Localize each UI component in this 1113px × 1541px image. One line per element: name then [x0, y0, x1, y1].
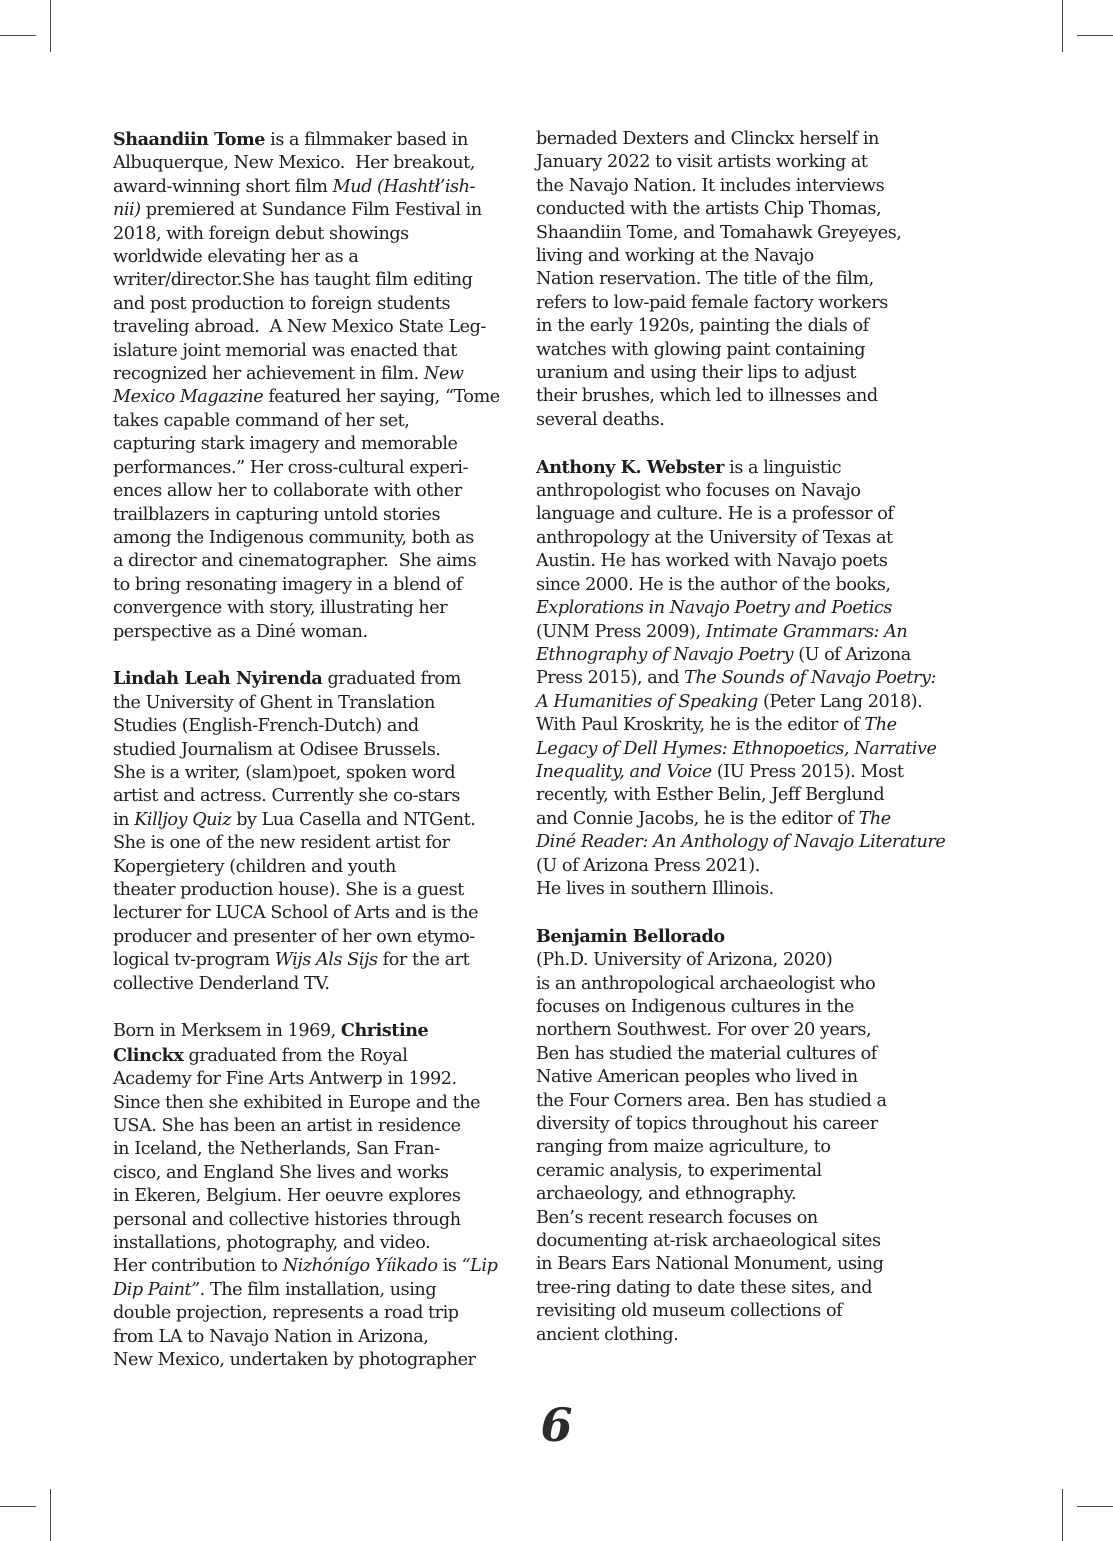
text-segment: and post production to foreign students [113, 293, 451, 314]
text-line [536, 855, 928, 878]
text-segment: With Paul Kroskrity, he is the editor of [536, 715, 865, 736]
text-line [113, 949, 505, 972]
text-line [113, 1326, 505, 1349]
text-segment: the Navajo Nation. It includes interviews [536, 175, 885, 196]
text-line [113, 1185, 505, 1208]
text-segment: lecturer for LUCA School of Arts and is the [113, 903, 479, 924]
text-segment: their brushes, which led to illnesses and [536, 386, 878, 407]
text-segment: He lives in southern Illinois. [536, 878, 774, 899]
text-line [113, 1349, 505, 1372]
text-line [113, 762, 505, 785]
text-line [536, 644, 928, 667]
text-segment: is a filmmaker based in [265, 130, 468, 150]
text-line [113, 1068, 505, 1091]
text-line [536, 808, 928, 831]
text-line [536, 409, 928, 432]
italic-title: Mud (Hashtł’ish- [332, 176, 475, 197]
crop-mark-top-left-h [0, 35, 36, 36]
text-segment: ranging from maize agriculture, to [536, 1137, 831, 1158]
text-segment: logical tv-program [113, 950, 275, 971]
text-segment: installations, photography, and video. [113, 1233, 431, 1254]
text-line [536, 1066, 928, 1089]
bold-name: Christine [340, 1020, 429, 1042]
text-line [536, 1324, 928, 1347]
text-segment: living and working at the Navajo [536, 246, 814, 267]
text-segment: documenting at-risk archaeological sites [536, 1231, 881, 1252]
text-line [536, 621, 928, 644]
italic-title: The Sounds of Navajo Poetry: [684, 668, 936, 689]
text-segment: ences allow her to collaborate with other [113, 481, 462, 502]
italic-title: Inequality, and Voice [536, 761, 712, 782]
text-segment: the University of Ghent in Translation [113, 692, 435, 713]
text-segment: capturing stark imagery and memorable [113, 434, 458, 455]
paragraph-gap [536, 432, 928, 455]
text-segment: among the Indigenous community, both as [113, 527, 474, 548]
text-segment: trailblazers in capturing untold stories [113, 504, 441, 525]
text-segment: Native American peoples who lived in [536, 1067, 858, 1088]
text-line [113, 152, 505, 175]
crop-mark-bottom-left-h [0, 1506, 36, 1507]
italic-title: The [858, 808, 891, 829]
italic-title: A Humanities of Speaking [536, 691, 758, 712]
text-line [113, 973, 505, 996]
text-line [113, 480, 505, 503]
text-line [536, 1090, 928, 1113]
text-segment: since 2000. He is the author of the books, [536, 574, 891, 595]
text-segment: is an anthropological archaeologist who [536, 973, 876, 994]
text-segment: collective Denderland TV. [113, 973, 330, 994]
text-line [113, 433, 505, 456]
text-line [113, 1092, 505, 1115]
text-segment: archaeology, and ethnography. [536, 1184, 797, 1205]
italic-title: New [423, 364, 464, 385]
text-line [536, 550, 928, 573]
text-line [536, 667, 936, 690]
text-line [113, 692, 505, 715]
text-segment: graduated from the Royal [183, 1045, 408, 1066]
text-line [536, 456, 928, 480]
text-segment: award-winning short film [113, 176, 333, 197]
text-segment: Born in Merksem in 1969, [113, 1021, 341, 1042]
text-segment: artist and actress. Currently she co-stars [113, 786, 460, 807]
text-line [113, 621, 505, 644]
text-line [536, 503, 928, 526]
paragraph-gap [113, 996, 505, 1019]
text-segment: recently, with Esther Belin, Jeff Berglund [536, 785, 885, 806]
text-line [113, 856, 505, 879]
crop-mark-top-left-v [50, 0, 51, 52]
text-segment: watches with glowing paint containing [536, 339, 866, 360]
paragraph-gap [536, 901, 928, 924]
text-segment: anthropologist who focuses on Navajo [536, 481, 861, 502]
text-segment: ceramic analysis, to experimental [536, 1160, 822, 1181]
text-line [113, 1115, 505, 1138]
text-line [536, 527, 928, 550]
text-line [536, 1277, 928, 1300]
text-line [536, 480, 928, 503]
bold-name: Clinckx [113, 1044, 184, 1066]
text-segment: is [437, 1256, 462, 1277]
italic-title: Dip Paint” [113, 1279, 200, 1300]
text-line [113, 1255, 505, 1278]
text-segment: a director and cinematographer. She aims [113, 551, 477, 572]
text-segment: January 2022 to visit artists working at [536, 152, 868, 173]
text-line [113, 1044, 505, 1068]
text-segment: Kopergietery (children and youth [113, 856, 396, 877]
text-line [113, 1209, 505, 1232]
text-line [536, 597, 928, 620]
text-segment: USA. She has been an artist in residence [113, 1116, 461, 1137]
text-segment: premiered at Sundance Film Festival in [140, 200, 482, 221]
text-segment: several deaths. [536, 409, 665, 430]
text-segment: tree-ring dating to date these sites, and [536, 1277, 873, 1298]
crop-mark-bottom-right-h [1077, 1506, 1113, 1507]
text-line [536, 292, 928, 315]
text-line [536, 1113, 928, 1136]
bold-name: Anthony K. Webster [536, 456, 724, 478]
italic-title: Killjoy Quiz [134, 809, 232, 830]
text-segment: performances.” Her cross-cultural experi- [113, 457, 469, 478]
text-segment: in Ekeren, Belgium. Her oeuvre explores [113, 1186, 461, 1207]
text-line [113, 269, 505, 292]
text-line [113, 176, 505, 199]
text-line [113, 128, 505, 152]
text-line [113, 1302, 505, 1325]
text-line [536, 1136, 928, 1159]
text-segment: producer and presenter of her own etymo- [113, 926, 475, 947]
text-segment: conducted with the artists Chip Thomas, [536, 199, 882, 220]
text-line [536, 339, 928, 362]
text-segment: uranium and using their lips to adjust [536, 363, 857, 384]
text-segment: (Peter Lang 2018). [757, 691, 923, 712]
text-segment: revisiting old museum collections of [536, 1301, 843, 1322]
text-segment: Ben has studied the material cultures of [536, 1043, 877, 1064]
text-line [536, 175, 928, 198]
text-line [113, 293, 505, 316]
text-line [113, 223, 505, 246]
text-segment: diversity of topics throughout his career [536, 1114, 878, 1135]
text-line [536, 574, 928, 597]
text-line [536, 973, 928, 996]
text-segment: by Lua Casella and NTGent. [231, 809, 476, 830]
italic-title: Ethnography of Navajo Poetry [536, 644, 794, 665]
italic-title: Legacy of Dell Hymes: Ethnopoetics, Narrative [536, 738, 937, 759]
text-line [536, 198, 928, 221]
text-line [113, 667, 505, 691]
text-line [536, 878, 928, 901]
text-line [536, 222, 928, 245]
italic-title: “Lip [461, 1256, 498, 1277]
text-segment: personal and collective histories through [113, 1209, 461, 1230]
italic-title: The [864, 715, 897, 736]
text-line [113, 504, 505, 527]
text-segment: Nation reservation. The title of the film, [536, 269, 874, 290]
text-segment: Studies (English-French-Dutch) and [113, 716, 419, 737]
bold-name: Lindah Leah Nyirenda [113, 668, 323, 690]
text-segment: writer/director.She has taught film editing [113, 270, 473, 291]
text-line [536, 925, 928, 949]
text-line [536, 738, 937, 761]
text-line [536, 1019, 928, 1042]
text-segment: islature joint memorial was enacted that [113, 340, 457, 361]
bold-name: Shaandiin Tome [113, 129, 265, 150]
paragraph-gap [113, 644, 505, 667]
text-segment: (IU Press 2015). Most [711, 761, 904, 782]
text-segment: (U of Arizona [793, 644, 911, 665]
text-line [113, 597, 505, 620]
text-line [536, 315, 928, 338]
text-line [113, 926, 505, 949]
italic-title: nii) [113, 200, 141, 221]
text-segment: convergence with story, illustrating her [113, 598, 448, 619]
text-line [536, 714, 928, 737]
text-segment: . The film installation, using [199, 1279, 437, 1300]
italic-title: Explorations in Navajo Poetry and Poetics [536, 598, 892, 619]
text-segment: refers to low-paid female factory workers [536, 292, 888, 313]
text-segment: the Four Corners area. Ben has studied a [536, 1090, 887, 1111]
text-line [536, 691, 928, 714]
text-segment: cisco, and England She lives and works [113, 1162, 449, 1183]
text-segment: in Iceland, the Netherlands, San Fran- [113, 1139, 440, 1160]
text-line [536, 362, 928, 385]
text-line [113, 902, 505, 925]
right-text-column [536, 128, 946, 1347]
text-line [113, 785, 505, 808]
text-segment: focuses on Indigenous cultures in the [536, 997, 854, 1017]
text-line [536, 784, 928, 807]
italic-title: Mexico Magazine [113, 387, 264, 408]
text-segment: Shaandiin Tome, and Tomahawk Greyeyes, [536, 222, 902, 243]
text-line [536, 151, 928, 174]
text-segment: graduated from [322, 669, 461, 690]
crop-mark-top-right-h [1077, 35, 1113, 36]
text-line [536, 1300, 928, 1323]
text-segment: studied Journalism at Odisee Brussels. [113, 739, 441, 760]
text-segment: to bring resonating imagery in a blend of [113, 574, 463, 595]
italic-title: Wijs Als Sijs [274, 950, 378, 971]
text-line [113, 457, 505, 480]
text-line [113, 1019, 505, 1043]
text-line [113, 574, 505, 597]
text-segment: in Bears Ears National Monument, using [536, 1254, 884, 1275]
text-segment: She is a writer, (slam)poet, spoken word [113, 762, 456, 783]
text-line [536, 761, 928, 784]
text-line [536, 1230, 928, 1253]
text-segment: takes capable command of her set, [113, 410, 410, 431]
text-segment: Academy for Fine Arts Antwerp in 1992. [113, 1069, 457, 1090]
text-line [536, 1207, 928, 1230]
text-line [113, 199, 505, 222]
text-line [113, 246, 505, 269]
text-line [113, 879, 505, 902]
text-segment: Ben’s recent research focuses on [536, 1207, 818, 1228]
text-segment: in the early 1920s, painting the dials of [536, 316, 869, 337]
text-line [536, 268, 928, 291]
text-line [113, 363, 505, 386]
text-segment: language and culture. He is a professor of [536, 504, 894, 525]
text-segment: Albuquerque, New Mexico. Her breakout, [113, 153, 475, 174]
text-line [113, 809, 505, 832]
text-segment: from LA to Navajo Nation in Arizona, [113, 1326, 429, 1347]
text-segment: bernaded Dexters and Clinckx herself in [536, 129, 879, 149]
italic-title: Intimate Grammars: An [705, 621, 908, 642]
page-number: 6 [540, 1398, 573, 1452]
text-segment: is a linguistic [724, 457, 842, 478]
text-segment: recognized her achievement in film. [113, 364, 424, 385]
text-line [113, 715, 505, 738]
crop-mark-top-right-v [1062, 0, 1063, 52]
text-line [113, 1138, 505, 1161]
text-line [536, 1043, 928, 1066]
text-line [536, 245, 928, 268]
text-line [113, 739, 505, 762]
text-line [536, 1183, 928, 1206]
text-segment: perspective as a Diné woman. [113, 621, 368, 642]
left-text-column [113, 128, 505, 1373]
text-line [113, 386, 505, 409]
text-segment: 2018, with foreign debut showings [113, 223, 409, 244]
text-segment: featured her saying, “Tome [263, 387, 500, 408]
crop-mark-bottom-left-v [50, 1489, 51, 1541]
text-segment: New Mexico, undertaken by photographer [113, 1350, 476, 1371]
text-segment: Austin. He has worked with Navajo poets [536, 551, 888, 572]
text-segment: Since then she exhibited in Europe and the [113, 1092, 481, 1113]
text-line [113, 410, 505, 433]
text-line [113, 1162, 505, 1185]
text-line [536, 831, 946, 854]
text-segment: theater production house). She is a guest [113, 879, 464, 900]
text-line [113, 316, 505, 339]
bold-name: Benjamin Bellorado [536, 925, 725, 947]
text-line [536, 1253, 928, 1276]
text-line [536, 385, 928, 408]
text-line [113, 340, 505, 363]
text-segment: in [113, 809, 135, 830]
italic-title: Nizhónígo Yíikado [282, 1256, 438, 1277]
text-segment: (UNM Press 2009), [536, 621, 706, 642]
text-line [536, 949, 928, 972]
text-line [113, 1232, 505, 1255]
text-line [113, 1279, 505, 1302]
text-segment: and Connie Jacobs, he is the editor of [536, 808, 859, 829]
text-line [113, 527, 505, 550]
text-line [536, 128, 928, 151]
crop-mark-bottom-right-v [1062, 1489, 1063, 1541]
text-segment: She is one of the new resident artist for [113, 833, 450, 854]
text-line [113, 550, 505, 573]
text-segment: double projection, represents a road trip [113, 1303, 459, 1324]
text-segment: Her contribution to [113, 1256, 283, 1277]
text-segment: worldwide elevating her as a [113, 247, 359, 268]
text-segment: (U of Arizona Press 2021). [536, 855, 760, 876]
text-segment: anthropology at the University of Texas at [536, 527, 893, 548]
text-segment: (Ph.D. University of Arizona, 2020) [536, 950, 833, 971]
text-line [113, 832, 505, 855]
text-line [536, 1160, 928, 1183]
italic-title: Diné Reader: An Anthology of Navajo Literature [536, 832, 946, 853]
text-segment: traveling abroad. A New Mexico State Leg- [113, 317, 486, 338]
text-line [536, 996, 928, 1019]
text-segment: for the art [377, 950, 470, 971]
text-segment: Press 2015), and [536, 668, 685, 689]
text-segment: northern Southwest. For over 20 years, [536, 1020, 872, 1041]
text-segment: ancient clothing. [536, 1324, 679, 1345]
